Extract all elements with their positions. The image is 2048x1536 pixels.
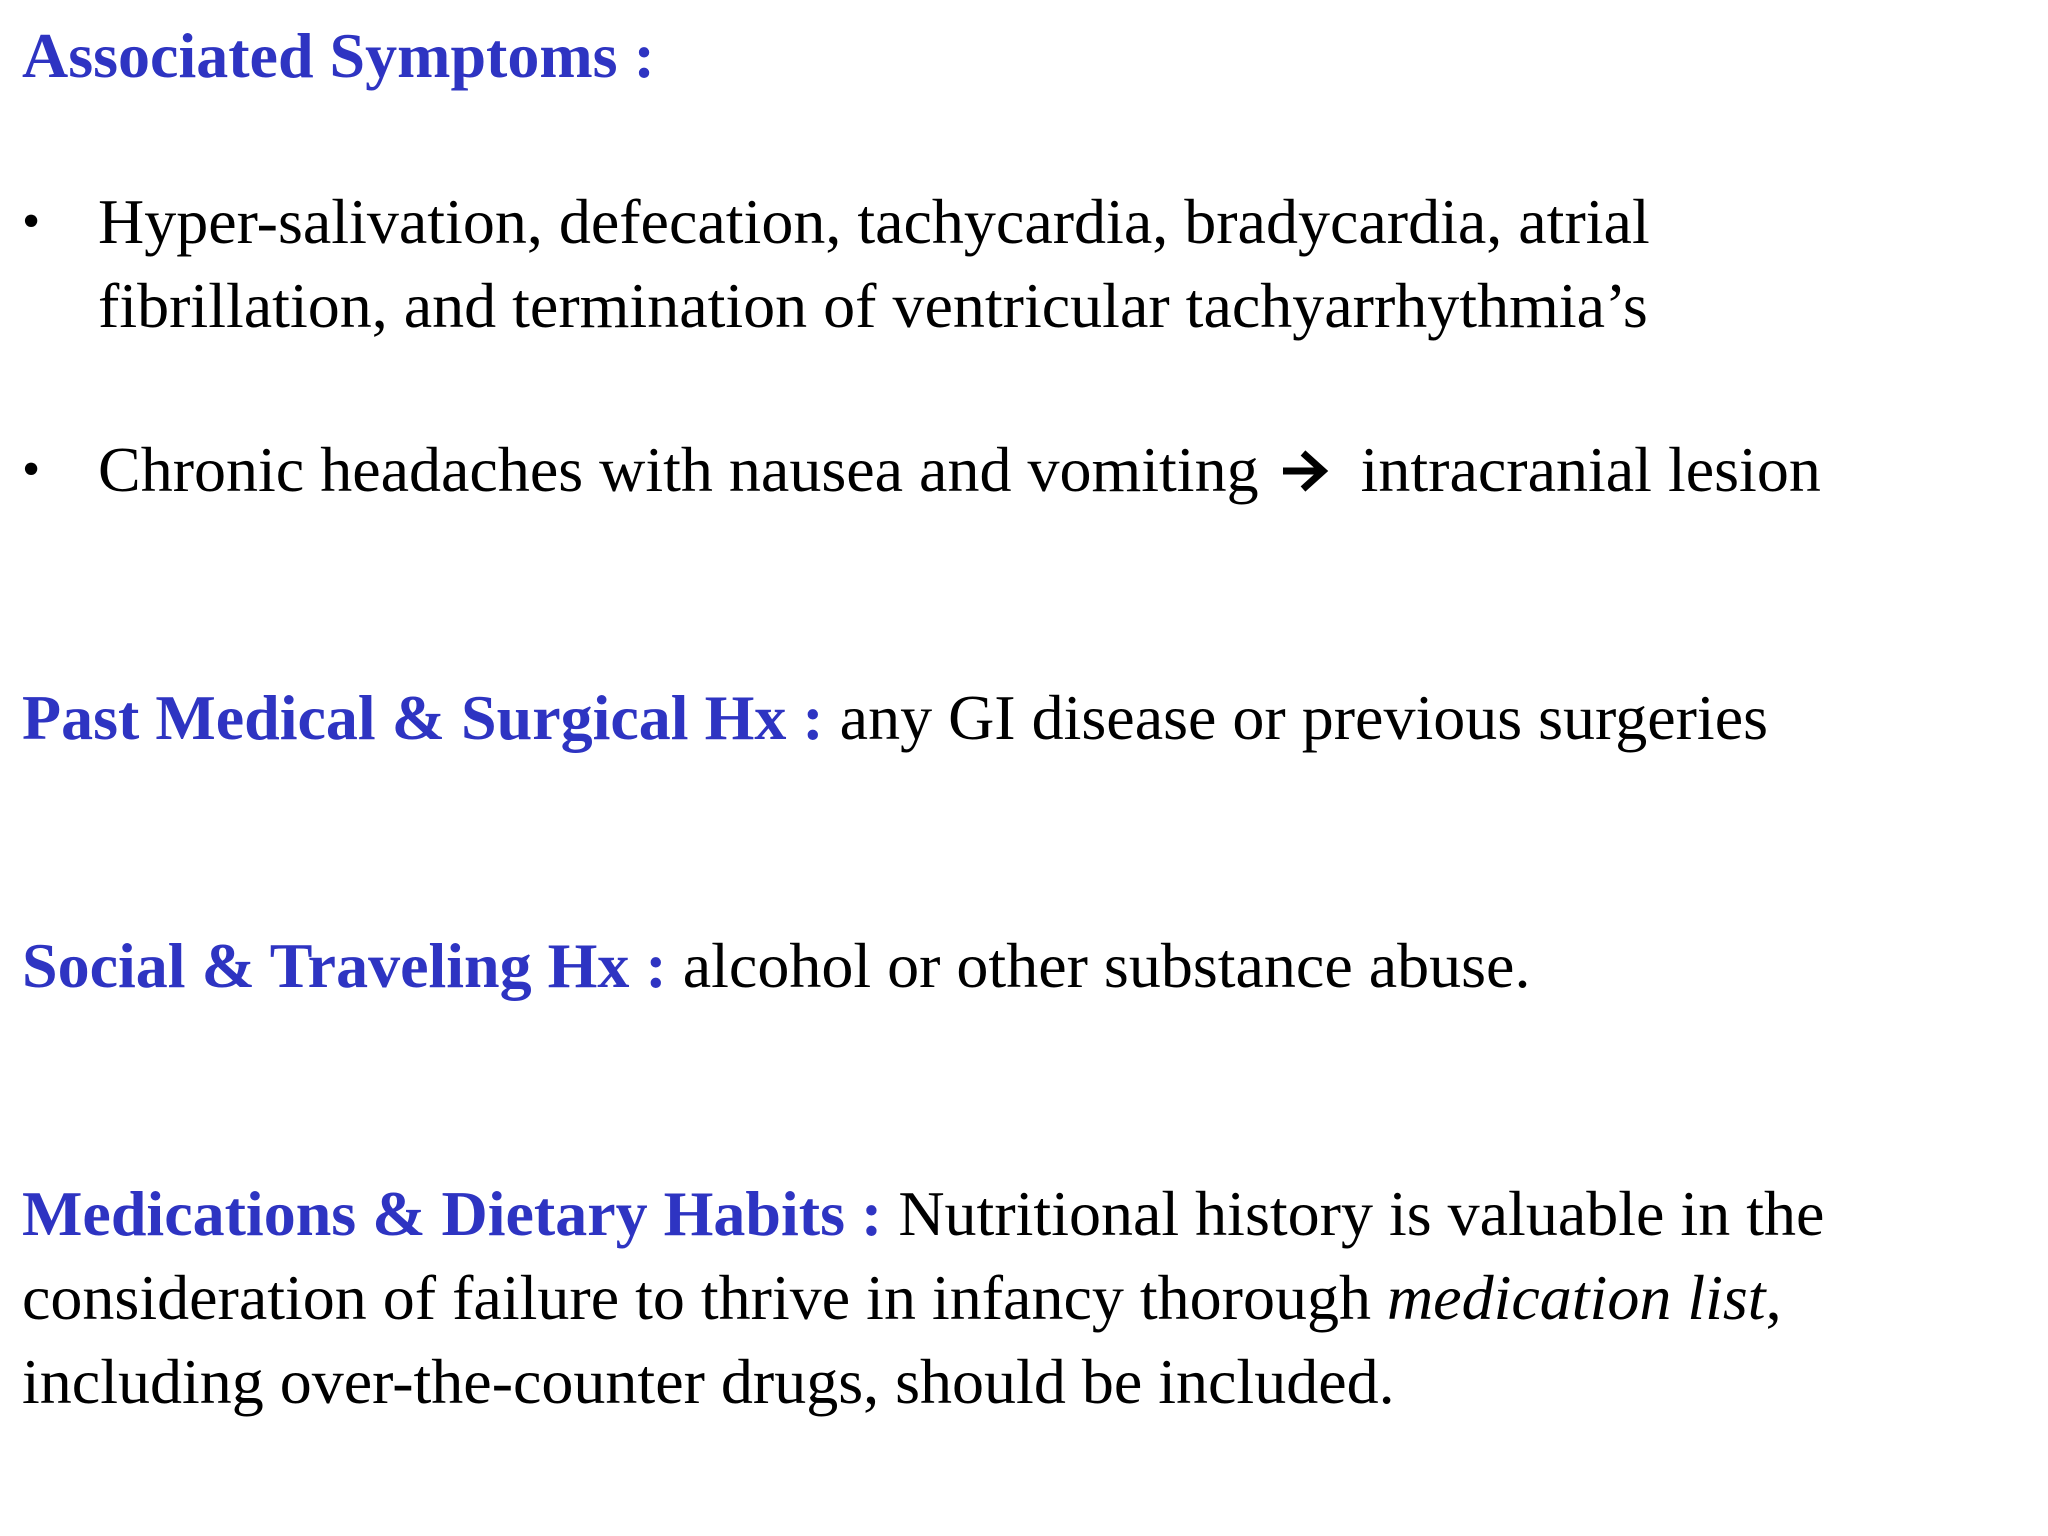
bullet-1-line-1: Hyper-salivation, defecation, tachycardia, bradycardia, atrial <box>98 186 1650 257</box>
associated-symptoms-heading: Associated Symptoms : <box>22 20 655 91</box>
medications-line-3: including over-the-counter drugs, should be included. <box>22 1346 1395 1417</box>
bullet-item-chronic-headaches <box>22 428 2022 512</box>
bullet-symbol: • <box>22 193 41 250</box>
past-medical-label: Past Medical & Surgical Hx : <box>22 682 824 753</box>
medications-line-2 <box>22 1256 2022 1340</box>
medications-section <box>22 1172 2022 1424</box>
social-text: alcohol or other substance abuse. <box>666 930 1531 1001</box>
medications-line-2-after: , <box>1765 1262 1782 1333</box>
medications-line-1-text: Nutritional history is valuable in the <box>882 1178 1825 1249</box>
bullet-2-after-arrow: intracranial lesion <box>1360 434 1821 505</box>
medications-label: Medications & Dietary Habits : <box>22 1178 883 1249</box>
medications-line-1 <box>22 1172 2022 1256</box>
social-section <box>22 924 2022 1008</box>
right-arrow-icon <box>1279 445 1331 497</box>
bullet-1-line-2: fibrillation, and termination of ventricular tachyarrhythmia’s <box>98 270 1648 341</box>
past-medical-section <box>22 676 2022 760</box>
bullet-symbol: • <box>22 441 41 498</box>
medication-list-emphasis: medication list <box>1386 1262 1766 1333</box>
bullet-text <box>98 180 1650 348</box>
bullet-item-hypersalivation <box>22 180 2022 348</box>
social-label: Social & Traveling Hx : <box>22 930 667 1001</box>
medications-line-2-before: consideration of failure to thrive in infancy thorough <box>22 1262 1387 1333</box>
bullet-2-before-arrow: Chronic headaches with nausea and vomiting <box>98 434 1259 505</box>
past-medical-text: any GI disease or previous surgeries <box>823 682 1768 753</box>
bullet-text <box>98 428 1821 512</box>
